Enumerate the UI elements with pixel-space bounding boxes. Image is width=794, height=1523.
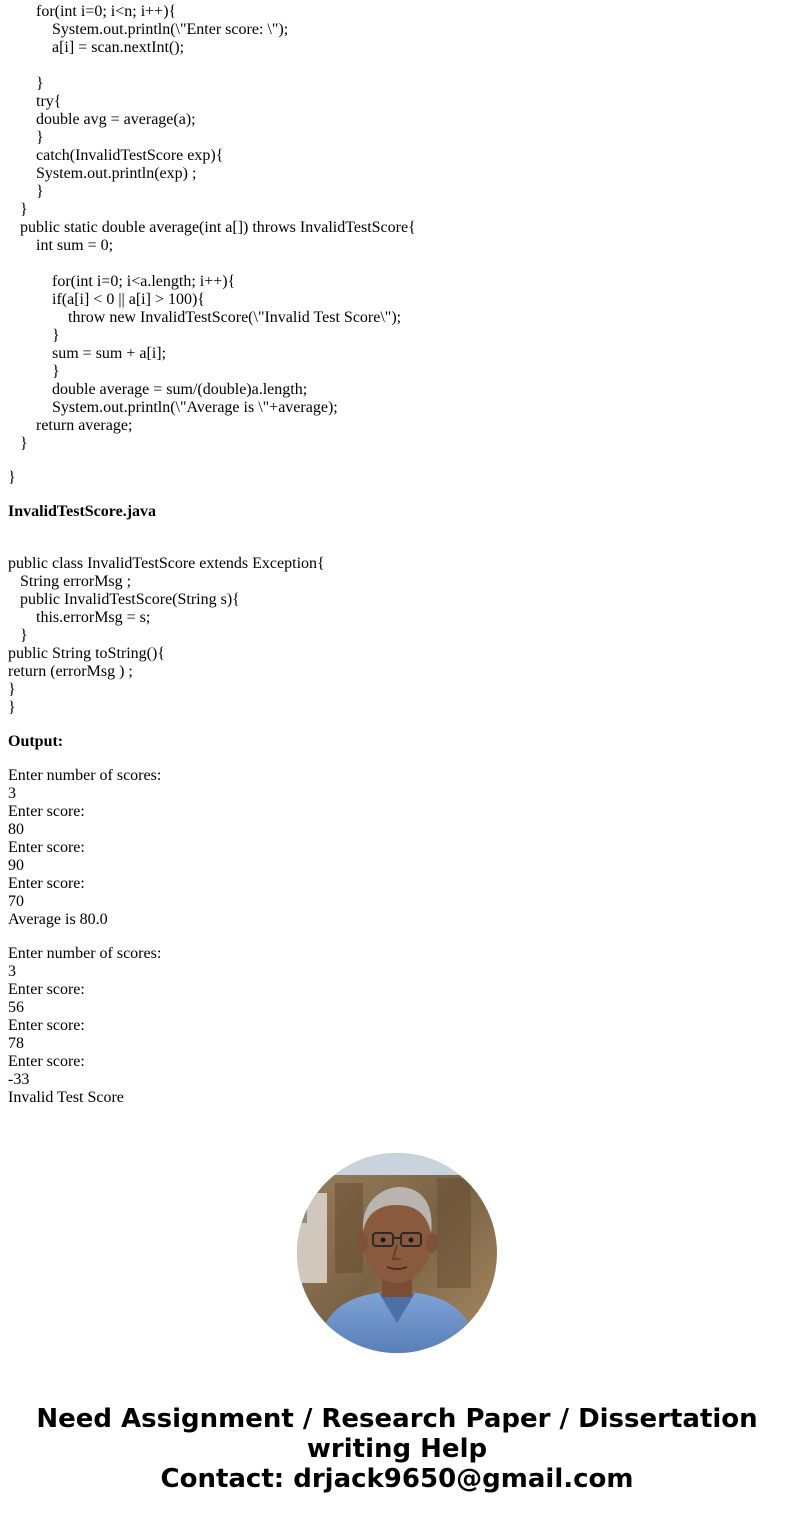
- output-line: 90: [8, 857, 24, 874]
- code-line: return average;: [36, 417, 133, 434]
- code-line: a[i] = scan.nextInt();: [52, 39, 185, 56]
- code-line: }: [36, 75, 44, 92]
- output-line: 80: [8, 821, 24, 838]
- code-line: for(int i=0; i<a.length; i++){: [52, 273, 236, 290]
- code-line: System.out.println(\"Enter score: \");: [52, 21, 289, 38]
- code-line: }: [20, 435, 28, 452]
- output-line: -33: [8, 1071, 30, 1088]
- code-line: public class InvalidTestScore extends Exception{: [8, 555, 325, 572]
- code-line: }: [20, 627, 28, 644]
- code-line: }: [52, 327, 60, 344]
- output-line: 78: [8, 1035, 24, 1052]
- code-line: System.out.println(exp) ;: [36, 165, 197, 182]
- code-line: }: [52, 363, 60, 380]
- output-line: Enter score:: [8, 1017, 85, 1034]
- code-line: public String toString(){: [8, 645, 166, 662]
- output-line: Enter score:: [8, 981, 85, 998]
- author-avatar: [297, 1153, 497, 1353]
- code-line: }: [36, 129, 44, 146]
- code-line: String errorMsg ;: [20, 573, 132, 590]
- code-line: for(int i=0; i<n; i++){: [36, 3, 177, 20]
- output-line: Enter score:: [8, 1053, 85, 1070]
- author-portrait-image: [297, 1153, 497, 1353]
- output-line: Invalid Test Score: [8, 1089, 124, 1106]
- output-line: 56: [8, 999, 24, 1016]
- code-line: public InvalidTestScore(String s){: [20, 591, 240, 608]
- code-line: return (errorMsg ) ;: [8, 663, 133, 680]
- cta-contact-line: Contact: drjack9650@gmail.com: [160, 1464, 634, 1494]
- output-line: 3: [8, 963, 16, 980]
- output-line: 3: [8, 785, 16, 802]
- cta-line-2: writing Help: [306, 1434, 488, 1464]
- code-line: throw new InvalidTestScore(\"Invalid Test Score\");: [68, 309, 402, 326]
- output-line: Enter score:: [8, 839, 85, 856]
- code-line: double average = sum/(double)a.length;: [52, 381, 308, 398]
- code-line: sum = sum + a[i];: [52, 345, 167, 362]
- output-line: Enter number of scores:: [8, 945, 162, 962]
- code-line: try{: [36, 93, 62, 110]
- code-line: System.out.println(\"Average is \"+average);: [52, 399, 338, 416]
- output-heading: Output:: [8, 733, 64, 750]
- code-line: }: [36, 183, 44, 200]
- code-line: }: [8, 681, 16, 698]
- code-line: }: [8, 469, 16, 486]
- output-line: Enter score:: [8, 803, 85, 820]
- output-line: Enter number of scores:: [8, 767, 162, 784]
- code-line: int sum = 0;: [36, 237, 114, 254]
- code-line: }: [8, 699, 16, 716]
- cta-line-1: Need Assignment / Research Paper / Dissertation: [36, 1404, 758, 1434]
- code-line: double avg = average(a);: [36, 111, 196, 128]
- file-heading: InvalidTestScore.java: [8, 503, 157, 520]
- output-line: Enter score:: [8, 875, 85, 892]
- code-line: this.errorMsg = s;: [36, 609, 151, 626]
- output-line: Average is 80.0: [8, 911, 108, 928]
- code-line: }: [20, 201, 28, 218]
- code-line: if(a[i] < 0 || a[i] > 100){: [52, 291, 205, 308]
- output-line: 70: [8, 893, 24, 910]
- code-line: catch(InvalidTestScore exp){: [36, 147, 224, 164]
- code-line: public static double average(int a[]) throws InvalidTestScore{: [20, 219, 416, 236]
